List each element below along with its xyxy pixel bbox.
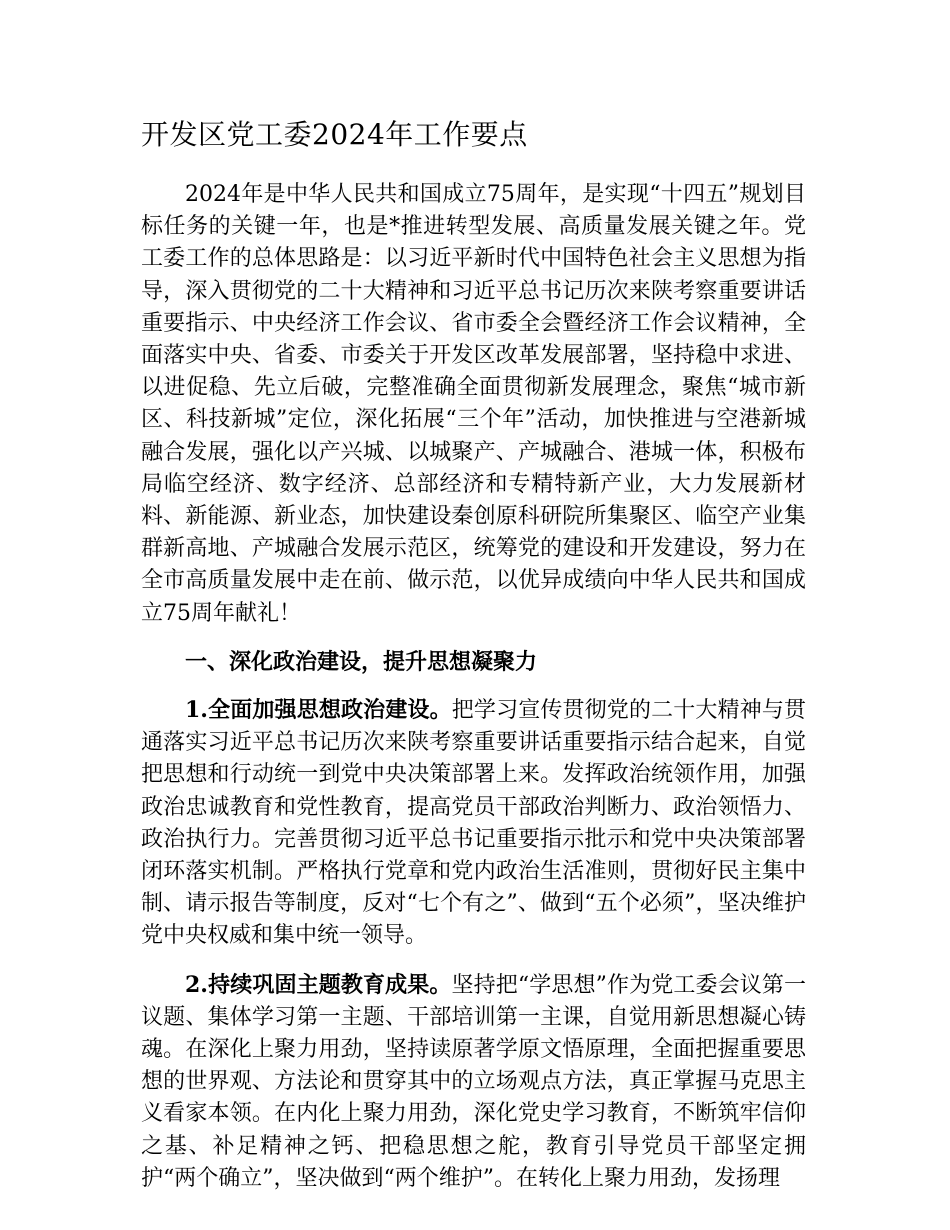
document-title: 开发区党工委2024年工作要点 xyxy=(141,118,528,151)
intro-paragraph: 2024年是中华人民共和国成立75周年，是实现“十四五”规划目标任务的关键一年，也是*推进转型发展、高质量发展关键之年。党工委工作的总体思路是：以习近平新时代中国特色社会主义思想为指导，深入贯彻党的二十大精神和习近平总书记历次来陕考察重要讲话重要指示、中央经济工作会议、省市委全会暨经济工作会议精神，全面落实中央、省委、市委关于开发区改革发展部署，坚持稳中求进、以进促稳、先立后破，完整准确全面贯彻新发展理念，聚焦“城市新区、科技新城”定位，深化拓展“三个年”活动，加快推进与空港新城融合发展，强化以产兴城、以城聚产、产城融合、港城一体，积极布局临空经济、数字经济、总部经济和专精特新产业，大力发展新材料、新能源、新业态，加快建设秦创原科研院所集聚区、临空产业集群新高地、产城融合发展示范区，统筹党的建设和开发建设，努力在全市高质量发展中走在前、做示范，以优异成绩向中华人民共和国成立75周年献礼！ xyxy=(141,182,806,626)
item-2-body: 坚持把“学思想”作为党工委会议第一议题、集体学习第一主题、干部培训第一主课，自觉用新思想凝心铸魂。在深化上聚力用劲，坚持读原著学原文悟原理，全面把握重要思想的世界观、方法论和贯穿其中的立场观点方法，真正掌握马克思主义看家本领。在内化上聚力用劲，深化党史学习教育，不断筑牢信仰之基、补足精神之钙、把稳思想之舵，教育引导党员干部坚定拥护“两个确立”，坚决做到“两个维护”。在转化上聚力用劲，发扬理 xyxy=(141,972,806,1191)
item-2-paragraph xyxy=(141,969,806,1195)
item-1-paragraph xyxy=(141,694,806,953)
section-heading-1: 一、深化政治建设，提升思想凝聚力 xyxy=(185,648,538,675)
document-page xyxy=(141,113,806,1211)
item-1-lead: 1.全面加强思想政治建设。 xyxy=(185,697,452,724)
item-1-body: 把学习宣传贯彻党的二十大精神与贯通落实习近平总书记历次来陕考察重要讲话重要指示结合起来，自觉把思想和行动统一到党中央决策部署上来。发挥政治统领作用，加强政治忠诚教育和党性教育，提高党员干部政治判断力、政治领悟力、政治执行力。完善贯彻习近平总书记重要指示批示和党中央决策部署闭环落实机制。严格执行党章和党内政治生活准则，贯彻好民主集中制、请示报告等制度，反对“七个有之”、做到“五个必须”，坚决维护党中央权威和集中统一领导。 xyxy=(141,698,806,949)
item-2-lead: 2.持续巩固主题教育成果。 xyxy=(185,971,452,998)
